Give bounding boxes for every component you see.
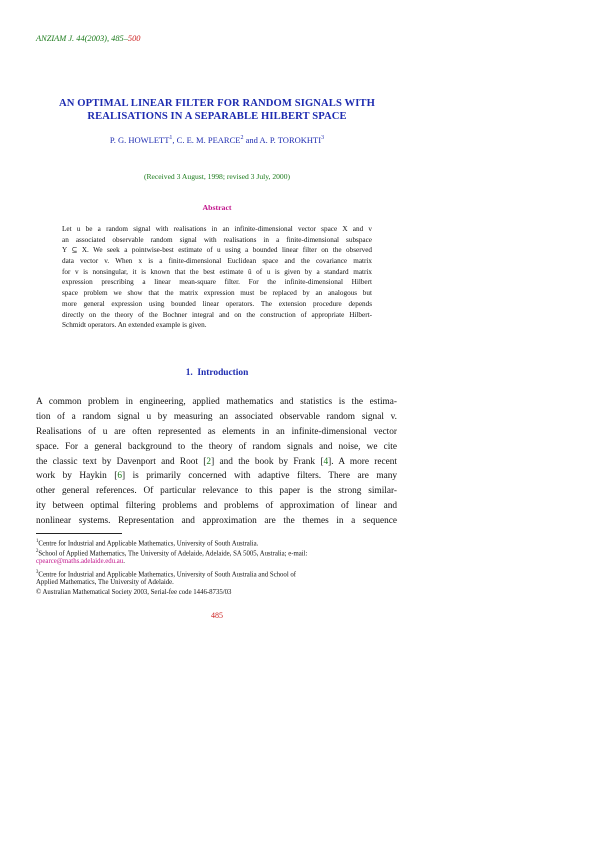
abstract-line: expression prescribing a linear mean-square filter. For the infinite-dimensional Hilbert [62,278,372,287]
footnotes [36,537,397,598]
author-3: A. P. TOROKHTI [259,135,322,145]
abstract-line: data vector v. When x is a finite-dimensional Euclidean space and the covariance matrix [62,257,372,266]
body-text: work by Haykin [ [36,471,118,482]
email-link[interactable]: cpearce@maths.adelaide.edu.au [36,558,124,566]
section-heading [30,368,404,378]
abstract-line: Schmidt operators. An extended example is given. [62,321,207,330]
footnote-mark: 2 [36,549,39,555]
abstract-line: space problem we show that the matrix expression must be replaced by an analogous but [62,289,372,298]
section-title: Introduction [197,368,249,378]
citation-link-6[interactable]: 6 [117,471,122,482]
footnote-3 [36,568,397,578]
body-text: ] is primarily concerned with adaptive filters. There are many [122,471,398,482]
journal-citation: 44(2003), 485– [76,34,128,43]
footnote-mark: 3 [36,569,39,575]
footnote-rule [36,533,122,534]
abstract-line: directly on the theory of the Bochner integral and on the construction of appropriate Hilbert- [62,310,372,319]
body-line [36,455,397,470]
body-text: ]. A more recent [328,456,398,467]
received-dates: (Received 3 August, 1998; revised 3 July, 2000) [143,172,291,181]
abstract-line: Y ⊆ X. We seek a pointwise-best estimate of u using a bounded linear filter on the observed [62,246,372,255]
author-list [30,135,404,145]
running-header [36,34,140,43]
author-1: P. G. HOWLETT [109,135,170,145]
abstract-body [62,224,372,331]
footnote-text: School of Applied Mathematics, The University of Adelaide, Adelaide, SA 5005, Australia; e-mail: [38,550,308,558]
footnote-text: Centre for Industrial and Applicable Mathematics, University of South Australia. [38,540,259,548]
page-number: 485 [211,611,223,620]
footnote-text: . [123,558,125,566]
body-line [36,469,397,484]
body-line: nonlinear systems. Representation and approximation are the themes in a sequence [36,516,397,527]
author-2: C. E. M. PEARCE [176,135,241,145]
body-line: Realisations of u are often represented as elements in an infinite-dimensional vector [36,426,397,437]
introduction-body [36,395,397,529]
body-line: A common problem in engineering, applied mathematics and statistics is the estima- [36,397,397,407]
abstract-heading: Abstract [202,203,232,212]
author-separator: , [172,135,177,145]
end-page-link[interactable]: 500 [127,34,141,43]
footnote-2-email-line [36,557,397,567]
footnote-1 [36,537,397,547]
body-line: space. For a general background to the theory of random signals and noise, we cite [36,441,397,452]
body-text: ] and the book by Frank [ [211,456,324,467]
copyright-notice: © Australian Mathematical Society 2003, Serial-fee code 1446-8735/03 [36,588,232,596]
body-line: other general references. Of particular relevance to this paper is the strong similar- [36,486,397,497]
author-2-footnote-mark[interactable]: 2 [240,135,244,142]
footnote-mark: 1 [36,539,39,544]
citation-link-4[interactable]: 4 [323,456,329,467]
abstract-line: Let u be a random signal with realisations in an infinite-dimensional vector space X and v [62,225,372,233]
citation-link-2[interactable]: 2 [206,456,212,467]
author-1-footnote-mark[interactable]: 1 [169,135,173,142]
title-line-1: AN OPTIMAL LINEAR FILTER FOR RANDOM SIGNALS WITH [59,98,375,109]
journal-name: ANZIAM J. [36,34,75,43]
paper-title [30,97,404,123]
footnote-text: Centre for Industrial and Applicable Mathematics, University of South Australia and School of [38,570,297,578]
footnote-2 [36,547,397,557]
author-3-footnote-mark[interactable]: 3 [321,135,325,142]
abstract-line: an associated observable random signal with realisations in a finite-dimensional subspace [62,235,372,244]
abstract-line: for v is nonsingular, it is known that the best estimate û of u is given by a standard matrix [62,267,372,276]
abstract-line: more general expression using bounded linear operators. The extension procedure depends [62,299,372,308]
section-number: 1. [185,368,193,378]
footnote-3-cont: Applied Mathematics, The University of Adelaide. [36,578,174,586]
body-text: the classic text by Davenport and Root [ [36,456,207,467]
body-line: ity between optimal filtering problems and problems of approximation of linear and [36,501,397,512]
body-line: tion of a random signal u by measuring an associated observable random signal v. [36,411,397,422]
author-separator: and [243,135,260,145]
title-line-2: REALISATIONS IN A SEPARABLE HILBERT SPACE [87,111,347,122]
